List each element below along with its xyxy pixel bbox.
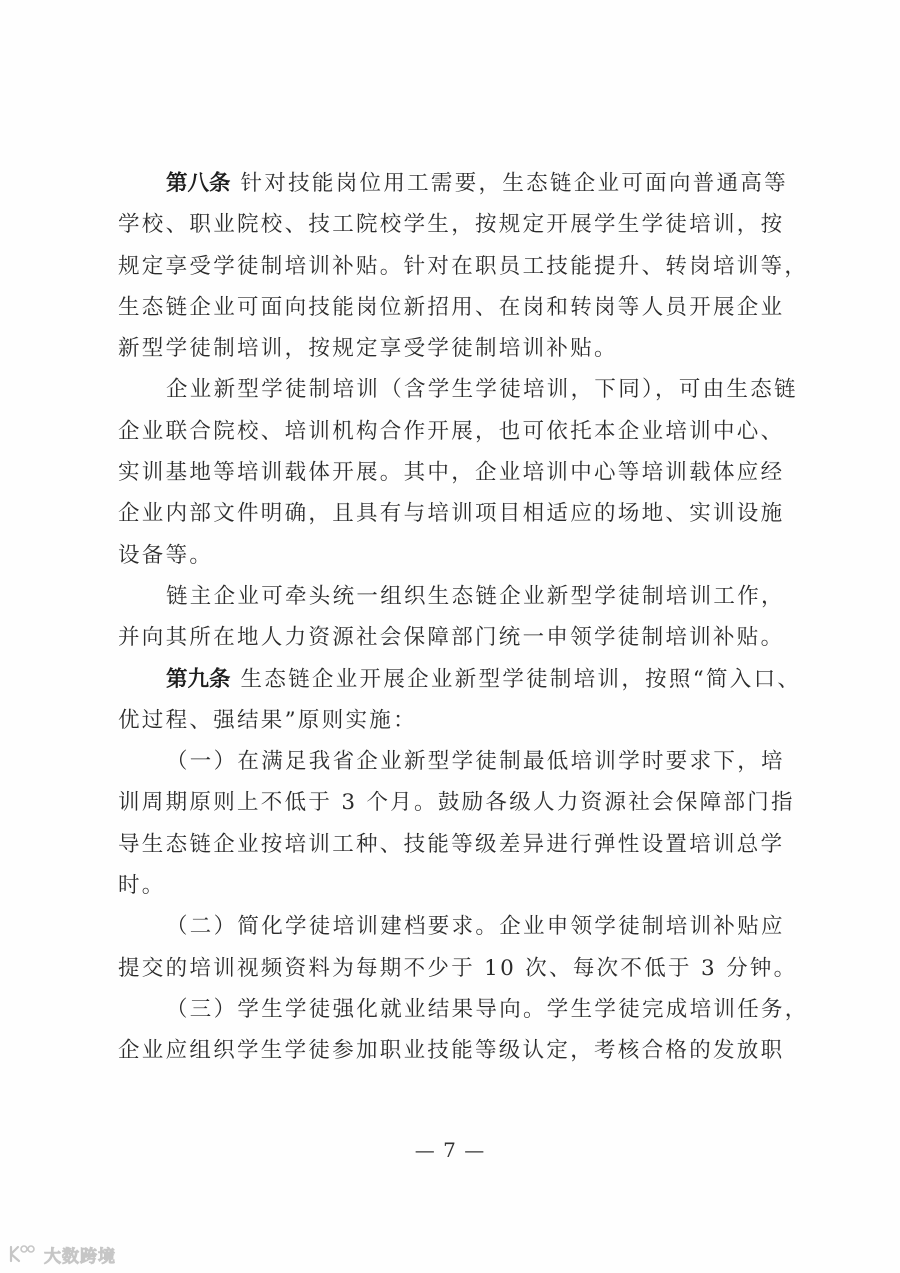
training-para-line-1: 企业新型学徒制培训（含学生学徒培训，下同），可由生态链: [166, 377, 798, 403]
watermark: [8, 1241, 116, 1267]
article-9-text: 生态链企业开展企业新型学徒制培训，按照“简入口、: [240, 666, 802, 692]
document-body: [118, 163, 809, 1072]
article-9-line-1: [118, 659, 802, 700]
training-para-line-5: 设备等。: [118, 542, 214, 568]
item-1-line-1: （一）在满足我省企业新型学徒制最低培训学时要求下，培: [166, 749, 785, 775]
kjoo-logo-icon: [8, 1244, 38, 1264]
training-para-line-3: 实训基地等培训载体开展。其中，企业培训中心等培训载体应经: [118, 460, 785, 486]
page-number: — 7 —: [414, 1138, 486, 1162]
watermark-text: 大数跨境: [44, 1246, 116, 1267]
article-8-line-5: 新型学徒制培训，按规定享受学徒制培训补贴。: [118, 336, 618, 362]
article-8-label: 第八条: [166, 171, 231, 196]
article-8-line-4: 生态链企业可面向技能岗位新招用、在岗和转岗等人员开展企业: [118, 294, 785, 320]
item-3-line-2: 企业应组织学生学徒参加职业技能等级认定，考核合格的发放职: [118, 1038, 785, 1064]
article-8-line-3: 规定享受学徒制培训补贴。针对在职员工技能提升、转岗培训等，: [118, 253, 809, 279]
article-9-label: 第九条: [166, 666, 231, 692]
chain-lead-line-2: 并向其所在地人力资源社会保障部门统一申领学徒制培训补贴。: [118, 625, 785, 651]
training-para-line-4: 企业内部文件明确，且具有与培训项目相适应的场地、实训设施: [118, 501, 785, 527]
item-3-line-1: （三）学生学徒强化就业结果导向。学生学徒完成培训任务，: [166, 996, 809, 1022]
training-para-line-2: 企业联合院校、培训机构合作开展，也可依托本企业培训中心、: [118, 418, 785, 444]
chain-lead-line-1: 链主企业可牵头统一组织生态链企业新型学徒制培训工作，: [166, 583, 785, 609]
article-9-line-2: 优过程、强结果”原则实施：: [118, 707, 417, 733]
item-2-line-1: （二）简化学徒培训建档要求。企业申领学徒制培训补贴应: [166, 914, 785, 940]
article-8-text: 针对技能岗位用工需要，生态链企业可面向普通高等: [240, 171, 788, 196]
item-1-line-3: 导生态链企业按培训工种、技能等级差异进行弹性设置培训总学: [118, 831, 785, 857]
item-1-line-2: 训周期原则上不低于 3 个月。鼓励各级人力资源社会保障部门指: [118, 790, 795, 816]
article-8-line-1: [118, 163, 790, 204]
item-2-line-2: 提交的培训视频资料为每期不少于 10 次、每次不低于 3 分钟。: [118, 955, 798, 981]
article-8-line-2: 学校、职业院校、技工院校学生，按规定开展学生学徒培训，按: [118, 212, 785, 238]
item-1-line-4: 时。: [118, 873, 166, 899]
